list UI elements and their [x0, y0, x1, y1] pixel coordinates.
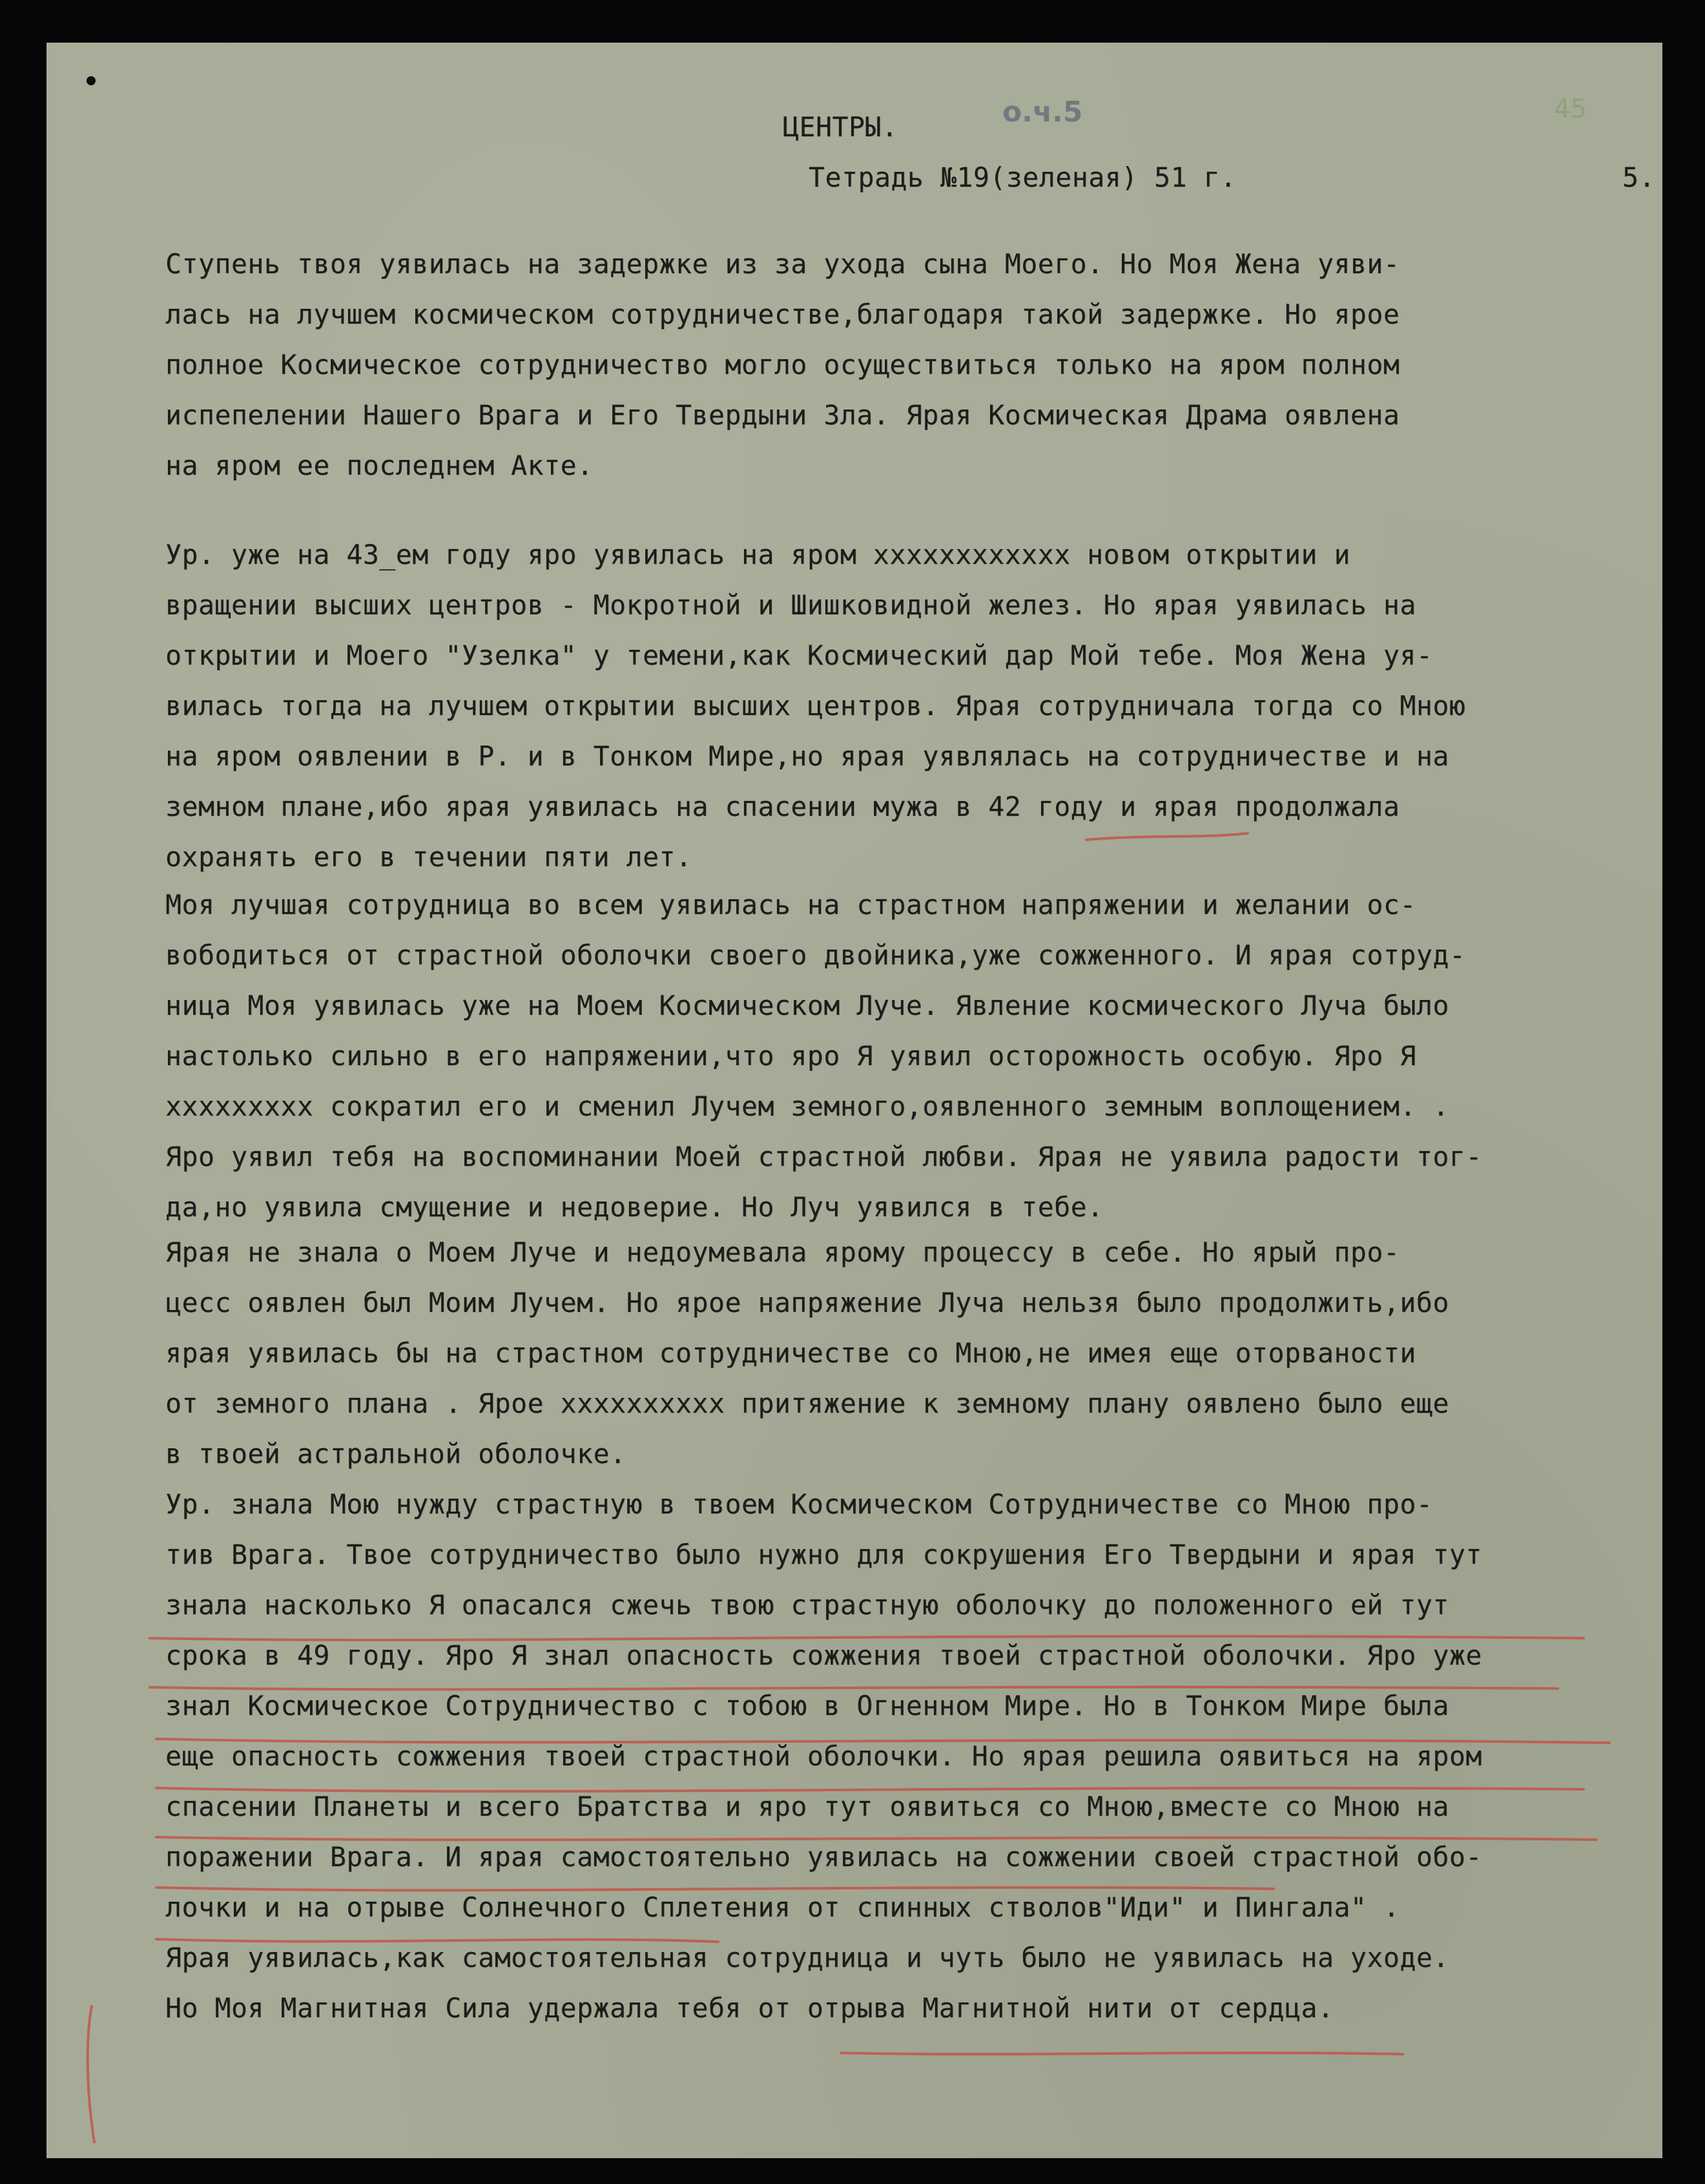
- text-line: на яром ее последнем Акте.: [165, 450, 594, 481]
- text-line: настолько сильно в его напряжении,что яро Я уявил осторожность особую. Яро Я: [165, 1040, 1416, 1072]
- text-line: охранять его в течении пяти лет.: [165, 841, 692, 873]
- notebook-subtitle: Тетрадь №19(зеленая) 51 г.: [809, 161, 1237, 193]
- text-line: вилась тогда на лучшем открытии высших центров. Ярая сотрудничала тогда со Мною: [165, 690, 1466, 722]
- text-line: лась на лучшем космическом сотрудничестве,благодаря такой задержке. Но ярое: [165, 298, 1400, 330]
- text-line: Ярая не знала о Моем Луче и недоумевала ярому процессу в себе. Но ярый про-: [165, 1236, 1400, 1268]
- paragraph-2: [165, 530, 1651, 882]
- text-line: знала насколько Я опасался сжечь твою страстную оболочку до положенного ей тут: [165, 1589, 1449, 1621]
- text-line: Моя лучшая сотрудница во всем уявилась на страстном напряжении и желании ос-: [165, 889, 1416, 920]
- text-line: вращении высших центров - Мокротной и Шишковидной желез. Но ярая уявилась на: [165, 589, 1416, 621]
- text-line: открытии и Моего "Узелка" у темени,как Космический дар Мой тебе. Моя Жена уя-: [165, 640, 1433, 671]
- text-line: спасении Планеты и всего Братства и яро тут оявиться со Мною,вместе со Мною на: [165, 1791, 1449, 1822]
- text-line: Ступень твоя уявилась на задержке из за ухода сына Моего. Но Моя Жена уяви-: [165, 248, 1400, 280]
- underline-mark: [841, 2053, 1403, 2054]
- text-line: Но Моя Магнитная Сила удержала тебя от отрыва Магнитной нити от сердца.: [165, 1992, 1334, 2024]
- text-line: цесс оявлен был Моим Лучем. Но ярое напряжение Луча нельзя было продолжить,ибо: [165, 1287, 1449, 1318]
- text-line: знал Космическое Сотрудничество с тобою в Огненном Мире. Но в Тонком Мире была: [165, 1690, 1449, 1721]
- text-line: Ярая уявилась,как самостоятельная сотрудница и чуть было не уявилась на уходе.: [165, 1942, 1449, 1973]
- text-line: от земного плана . Ярое xxxxxxxxxx притяжение к земному плану оявлено было еще: [165, 1388, 1449, 1419]
- text-line: да,но уявила смущение и недоверие. Но Луч уявился в тебе.: [165, 1191, 1104, 1223]
- paragraph-4: [165, 1227, 1651, 1479]
- archive-stamp: о.ч.5: [1002, 96, 1083, 129]
- text-line: ница Моя уявилась уже на Моем Космическом Луче. Явление космического Луча было: [165, 990, 1449, 1021]
- paragraph-3: [165, 880, 1651, 1232]
- document-title: ЦЕНТРЫ.: [783, 111, 898, 143]
- text-line: в твоей астральной оболочке.: [165, 1438, 626, 1470]
- document-page: [46, 43, 1662, 2158]
- text-line: срока в 49 году. Яро Я знал опасность сожжения твоей страстной оболочки. Яро уже: [165, 1639, 1482, 1671]
- text-line: Ур. уже на 43_ем году яро уявилась на яром xxxxxxxxxxxx новом открытии и: [165, 539, 1350, 570]
- text-line: Ур. знала Мою нужду страстную в твоем Космическом Сотрудничестве со Мною про-: [165, 1488, 1433, 1520]
- leaf-number: 45: [1554, 94, 1587, 124]
- text-line: поражении Врага. И ярая самостоятельно уявилась на сожжении своей страстной обо-: [165, 1841, 1482, 1873]
- text-line: xxxxxxxxx сократил его и сменил Лучем земного,оявленного земным воплощением. .: [165, 1090, 1449, 1122]
- text-line: еще опасность сожжения твоей страстной оболочки. Но ярая решила оявиться на яром: [165, 1740, 1482, 1772]
- paragraph-5: [165, 1479, 1651, 2033]
- text-line: на яром оявлении в Р. и в Тонком Мире,но ярая уявлялась на сотрудничестве и на: [165, 740, 1449, 772]
- paragraph-1: [165, 239, 1651, 491]
- text-line: вободиться от страстной оболочки своего двойника,уже сожженного. И ярая сотруд-: [165, 939, 1466, 971]
- text-line: тив Врага. Твое сотрудничество было нужно для сокрушения Его Твердыни и ярая тут: [165, 1539, 1482, 1570]
- text-line: ярая уявилась бы на страстном сотрудничестве со Мною,не имея еще оторваности: [165, 1337, 1416, 1369]
- text-line: лочки и на отрыве Солнечного Сплетения от спинных стволов"Иди" и Пингала" .: [165, 1891, 1400, 1923]
- page-number: 5.: [1622, 161, 1655, 193]
- text-line: Яро уявил тебя на воспоминании Моей страстной любви. Ярая не уявила радости тог-: [165, 1141, 1482, 1172]
- text-line: испепелении Нашего Врага и Его Твердыни Зла. Ярая Космическая Драма оявлена: [165, 399, 1400, 431]
- text-line: земном плане,ибо ярая уявилась на спасении мужа в 42 году и ярая продолжала: [165, 791, 1400, 822]
- margin-bracket: [88, 2006, 94, 2142]
- text-line: полное Космическое сотрудничество могло осуществиться только на яром полном: [165, 349, 1400, 380]
- punch-hole-mark: [87, 76, 96, 85]
